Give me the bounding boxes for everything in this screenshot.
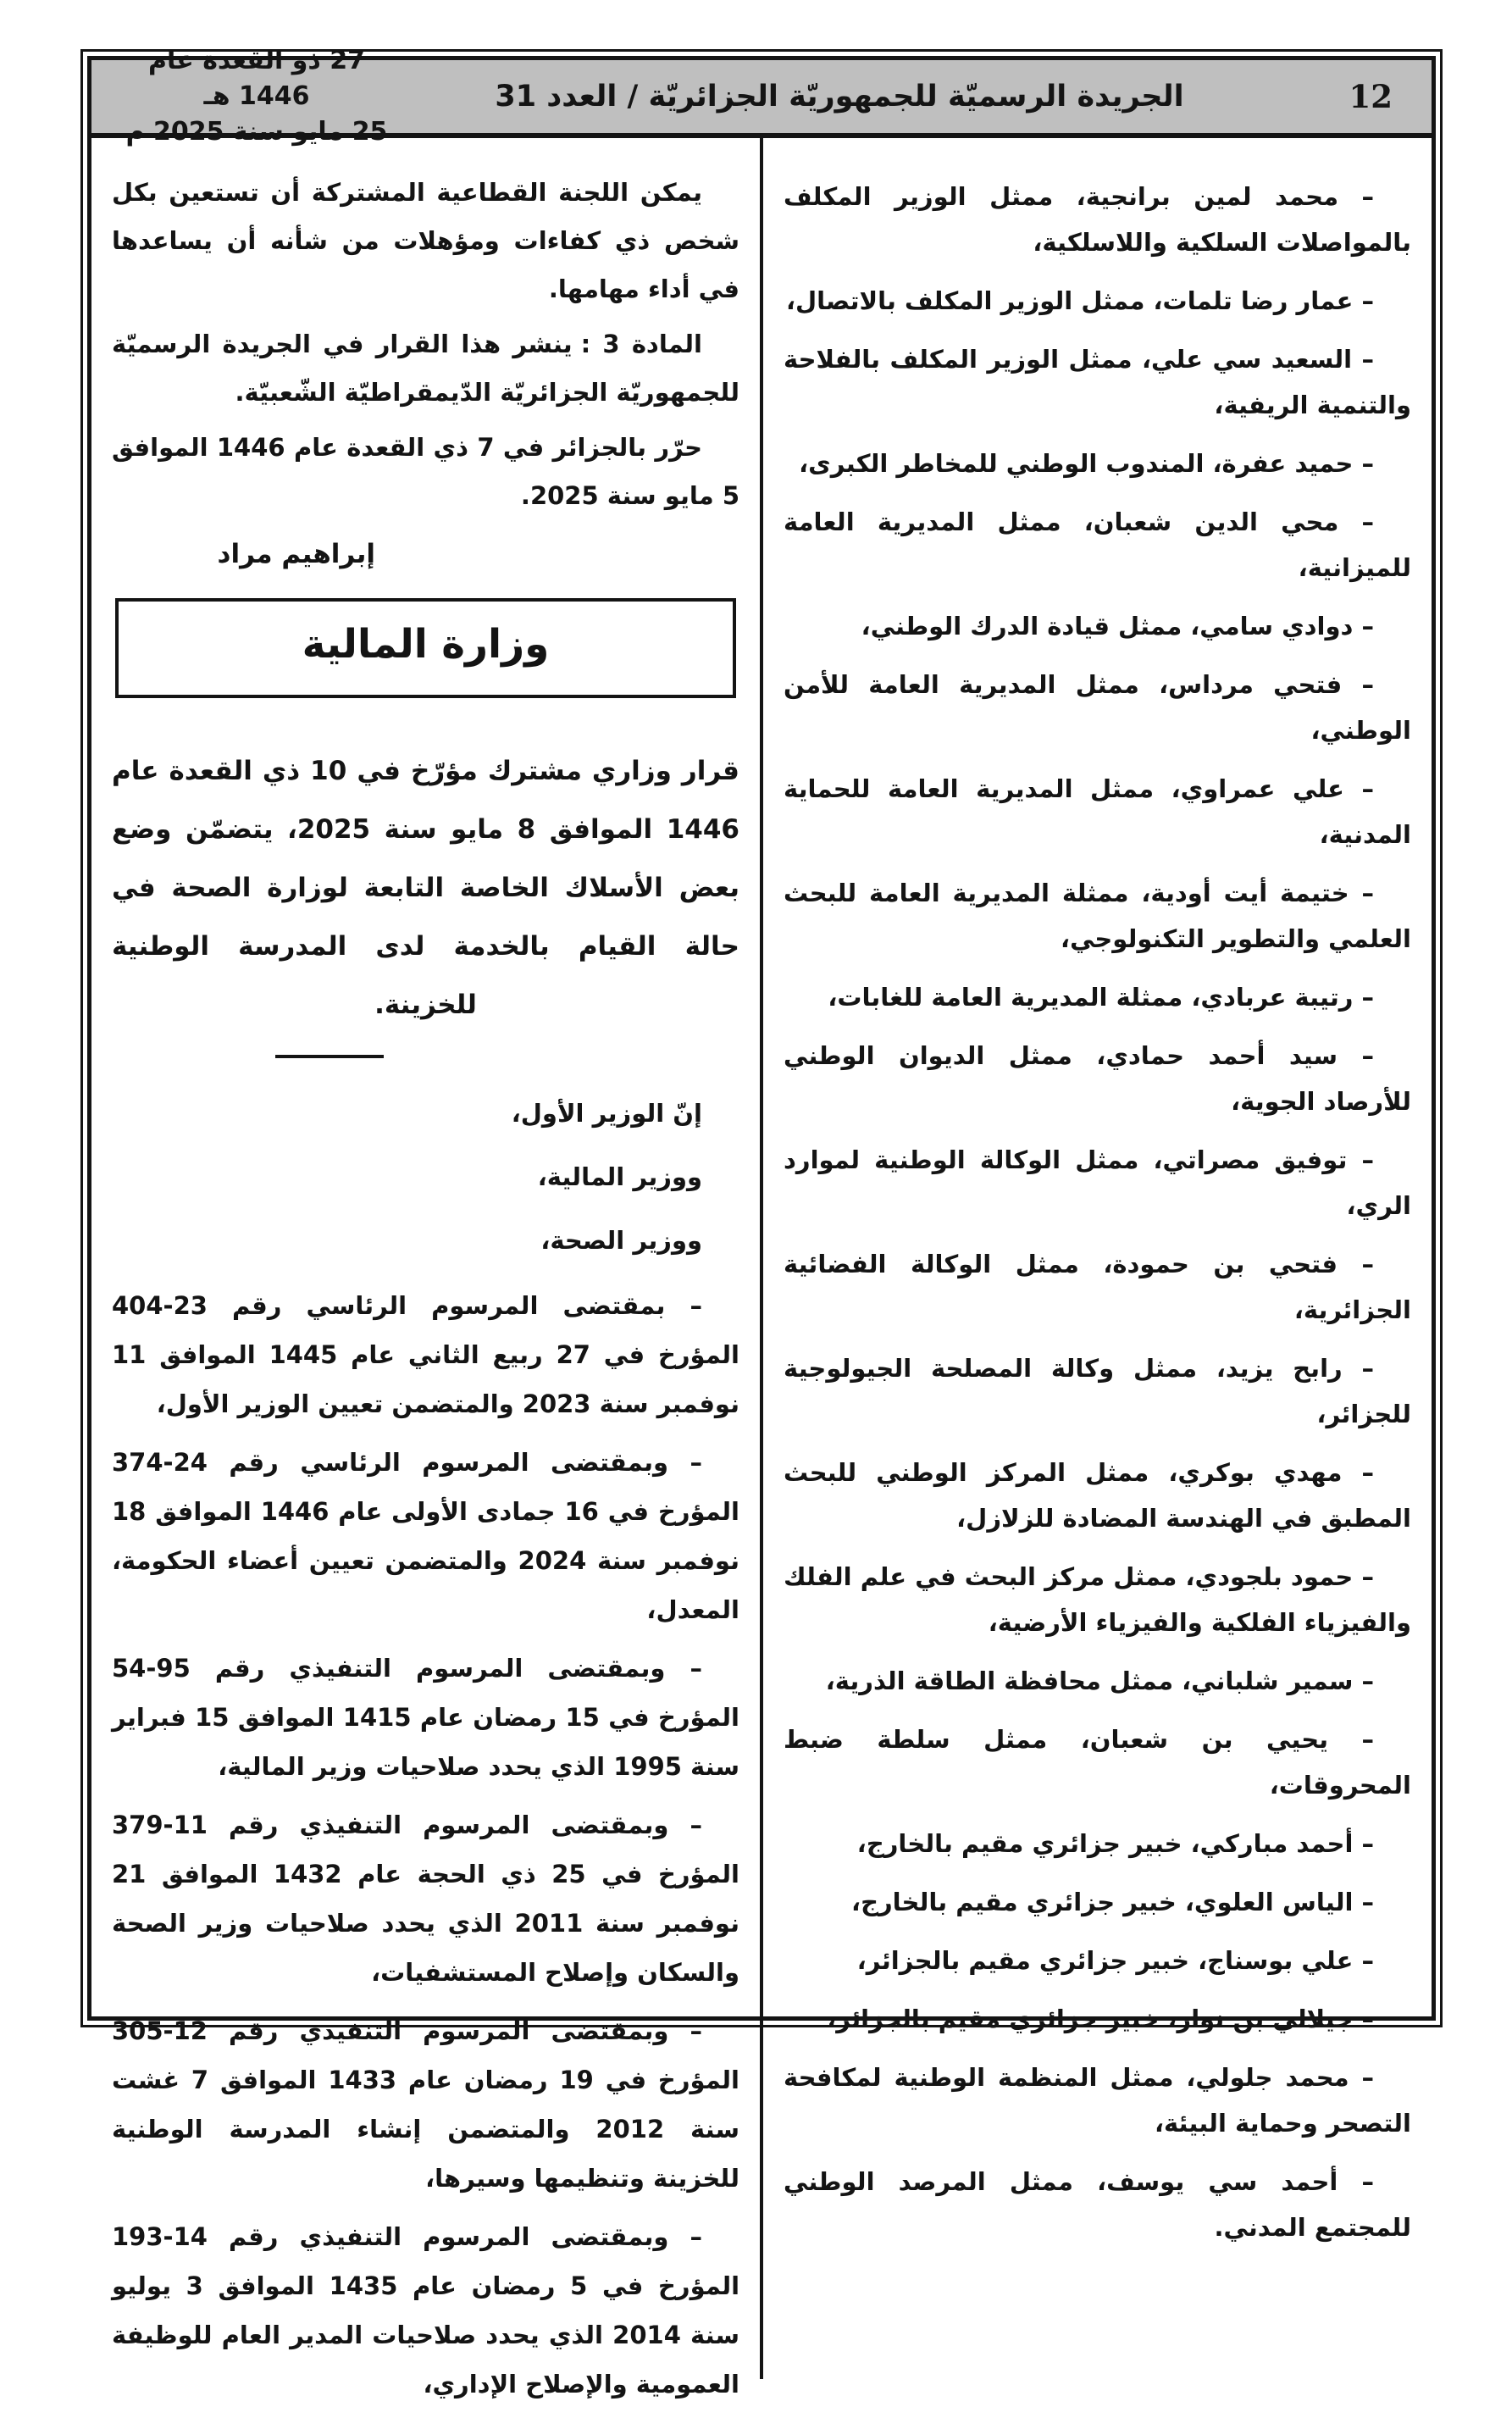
date-hijri: 27 ذو القعدة عام 1446 هـ: [148, 46, 365, 111]
member-list-item: – جيلالي بن نوار، خبير جزائري مقيم بالجزائر،: [827, 2005, 1374, 2033]
visa-item: – وبمقتضى المرسوم التنفيذي رقم 12-305 المؤرخ في 19 رمضان عام 1433 الموافق 7 غشت سنة 2012 والمتضمن إنشاء المدرسة الوطنية للخزينة وتنظيمها وسيرها،: [112, 2016, 739, 2193]
page-body: [91, 138, 1432, 2418]
member-list-item: – رتيبة عربادي، ممثلة المديرية العامة للغابات،: [828, 983, 1374, 1012]
decree-column: [91, 138, 760, 2418]
preamble-line: ووزير المالية،: [537, 1162, 702, 1191]
member-list-item: – أحمد مباركي، خبير جزائري مقيم بالخارج،: [856, 1829, 1374, 1858]
article-3-paragraph: [112, 320, 739, 417]
visa-item: – وبمقتضى المرسوم التنفيذي رقم 11-379 المؤرخ في 25 ذي الحجة عام 1432 الموافق 21 نوفمبر سنة 2011 الذي يحدد صلاحيات وزير الصحة والسكان وإصلاح المستشفيات،: [112, 1811, 740, 1987]
visa-item: – وبمقتضى المرسوم التنفيذي رقم 14-193 المؤرخ في 5 رمضان عام 1435 الموافق 3 يوليو سنة 2014 الذي يحدد صلاحيات المدير العام للوظيفة العمومية والإصلاح الإداري،: [112, 2222, 740, 2399]
member-list-item: – يحيي بن شعبان، ممثل سلطة ضبط المحروقات،: [784, 1725, 1411, 1800]
visa-item: – وبمقتضى المرسوم التنفيذي رقم 95-54 المؤرخ في 15 رمضان عام 1415 الموافق 15 فبراير سنة 1995 الذي يحدد صلاحيات وزير المالية،: [112, 1654, 739, 1781]
member-list-item: – الياس العلوي، خبير جزائري مقيم بالخارج،: [851, 1888, 1374, 1916]
preamble-list: [112, 1090, 739, 1263]
member-list-item: – محمد جلولي، ممثل المنظمة الوطنية لمكافحة التصحر وحماية البيئة،: [784, 2063, 1411, 2138]
page-frame: [80, 46, 1443, 2399]
signature: إبراهيم مراد: [217, 539, 375, 569]
member-list-item: – عمار رضا تلمات، ممثل الوزير المكلف بالاتصال،: [785, 286, 1374, 315]
member-list-item: – علي عمراوي، ممثل المديرية العامة للحماية المدنية،: [784, 774, 1411, 849]
masthead: [91, 46, 1432, 147]
ministry-section-box: [115, 598, 736, 698]
member-list-item: – دوادي سامي، ممثل قيادة الدرك الوطني،: [861, 612, 1374, 641]
visas-list: [112, 1281, 739, 2409]
preamble-line: ووزير الصحة،: [540, 1226, 702, 1255]
dateline: حرّر بالجزائر في 7 ذي القعدة عام 1446 الموافق 5 مايو سنة 2025.: [112, 433, 739, 510]
closing-paragraph: يمكن اللجنة القطاعية المشتركة أن تستعين بكل شخص ذي كفاءات ومؤهلات من شأنه أن يساعدها في أداء مهامها.: [112, 178, 739, 303]
article-3-text: ينشر هذا القرار في الجريدة الرسميّة للجمهوريّة الجزائريّة الدّيمقراطيّة الشّعبيّة.: [112, 330, 739, 407]
member-list-item: – محي الدين شعبان، ممثل المديرية العامة للميزانية،: [784, 507, 1411, 582]
member-list-item: – السعيد سي علي، ممثل الوزير المكلف بالفلاحة والتنمية الريفية،: [784, 345, 1411, 419]
decree-heading: قرار وزاري مشترك مؤرّخ في 10 ذي القعدة عام 1446 الموافق 8 مايو سنة 2025، يتضمّن وضع بعض الأسلاك الخاصة التابعة لوزارة الصحة في حالة القيام بالخدمة لدى المدرسة الوطنية للخزينة.: [112, 756, 739, 1020]
members-column: [763, 138, 1432, 2418]
visa-item: – وبمقتضى المرسوم الرئاسي رقم 24-374 المؤرخ في 16 جمادى الأولى عام 1446 الموافق 18 نوفمبر سنة 2024 والمتضمن تعيين أعضاء الحكومة، المعدل،: [112, 1448, 740, 1624]
member-list-item: – توفيق مصراتي، ممثل الوكالة الوطنية لموارد الري،: [784, 1145, 1411, 1220]
issue-dates: [117, 43, 396, 150]
member-list-item: – فتحي مرداس، ممثل المديرية العامة للأمن الوطني،: [784, 670, 1411, 745]
ministry-section-title: وزارة المالية: [302, 621, 550, 668]
member-list-item: – فتحي بن حمودة، ممثل الوكالة الفضائية الجزائرية،: [784, 1250, 1411, 1324]
member-list-item: – أحمد سي يوسف، ممثل المرصد الوطني للمجتمع المدني.: [784, 2167, 1411, 2242]
member-list-item: – علي بوسناج، خبير جزائري مقيم بالجزائر،: [856, 1946, 1374, 1975]
member-list-item: – حمود بلجودي، ممثل مركز البحث في علم الفلك والفيزياء الفلكية والفيزياء الأرضية،: [784, 1562, 1411, 1637]
member-list-item: – ختيمة أيت أودية، ممثلة المديرية العامة للبحث العلمي والتطوير التكنولوجي،: [784, 879, 1411, 953]
member-list-item: – مهدي بوكري، ممثل المركز الوطني للبحث المطبق في الهندسة المضادة للزلازل،: [784, 1458, 1411, 1533]
heading-separator: [275, 1055, 384, 1058]
preamble-line: إنّ الوزير الأول،: [511, 1099, 702, 1128]
member-list-item: – حميد عفرة، المندوب الوطني للمخاطر الكبرى،: [799, 449, 1374, 478]
page-frame-inner: [87, 46, 1436, 2399]
visa-item: – بمقتضى المرسوم الرئاسي رقم 23-404 المؤرخ في 27 ربيع الثاني عام 1445 الموافق 11 نوفمبر سنة 2023 والمتضمن تعيين الوزير الأول،: [112, 1291, 739, 1418]
member-list-item: – سمير شلباني، ممثل محافظة الطاقة الذرية،: [825, 1667, 1374, 1695]
date-gregorian: 25 مايو سنة 2025 م: [125, 117, 388, 147]
member-list-item: – محمد لمين برانجية، ممثل الوزير المكلف بالمواصلات السلكية واللاسلكية،: [784, 182, 1411, 257]
column-divider: [760, 138, 763, 2379]
page-number: 12: [1349, 78, 1393, 115]
journal-title: الجريدة الرسميّة للجمهوريّة الجزائريّة / العدد 31: [495, 80, 1184, 114]
member-list-item: – رابح يزيد، ممثل وكالة المصلحة الجيولوجية للجزائر،: [784, 1354, 1411, 1428]
member-list-item: – سيد أحمد حمادي، ممثل الديوان الوطني للأرصاد الجوية،: [784, 1041, 1411, 1116]
article-3-label: المادة 3 :: [580, 330, 702, 358]
